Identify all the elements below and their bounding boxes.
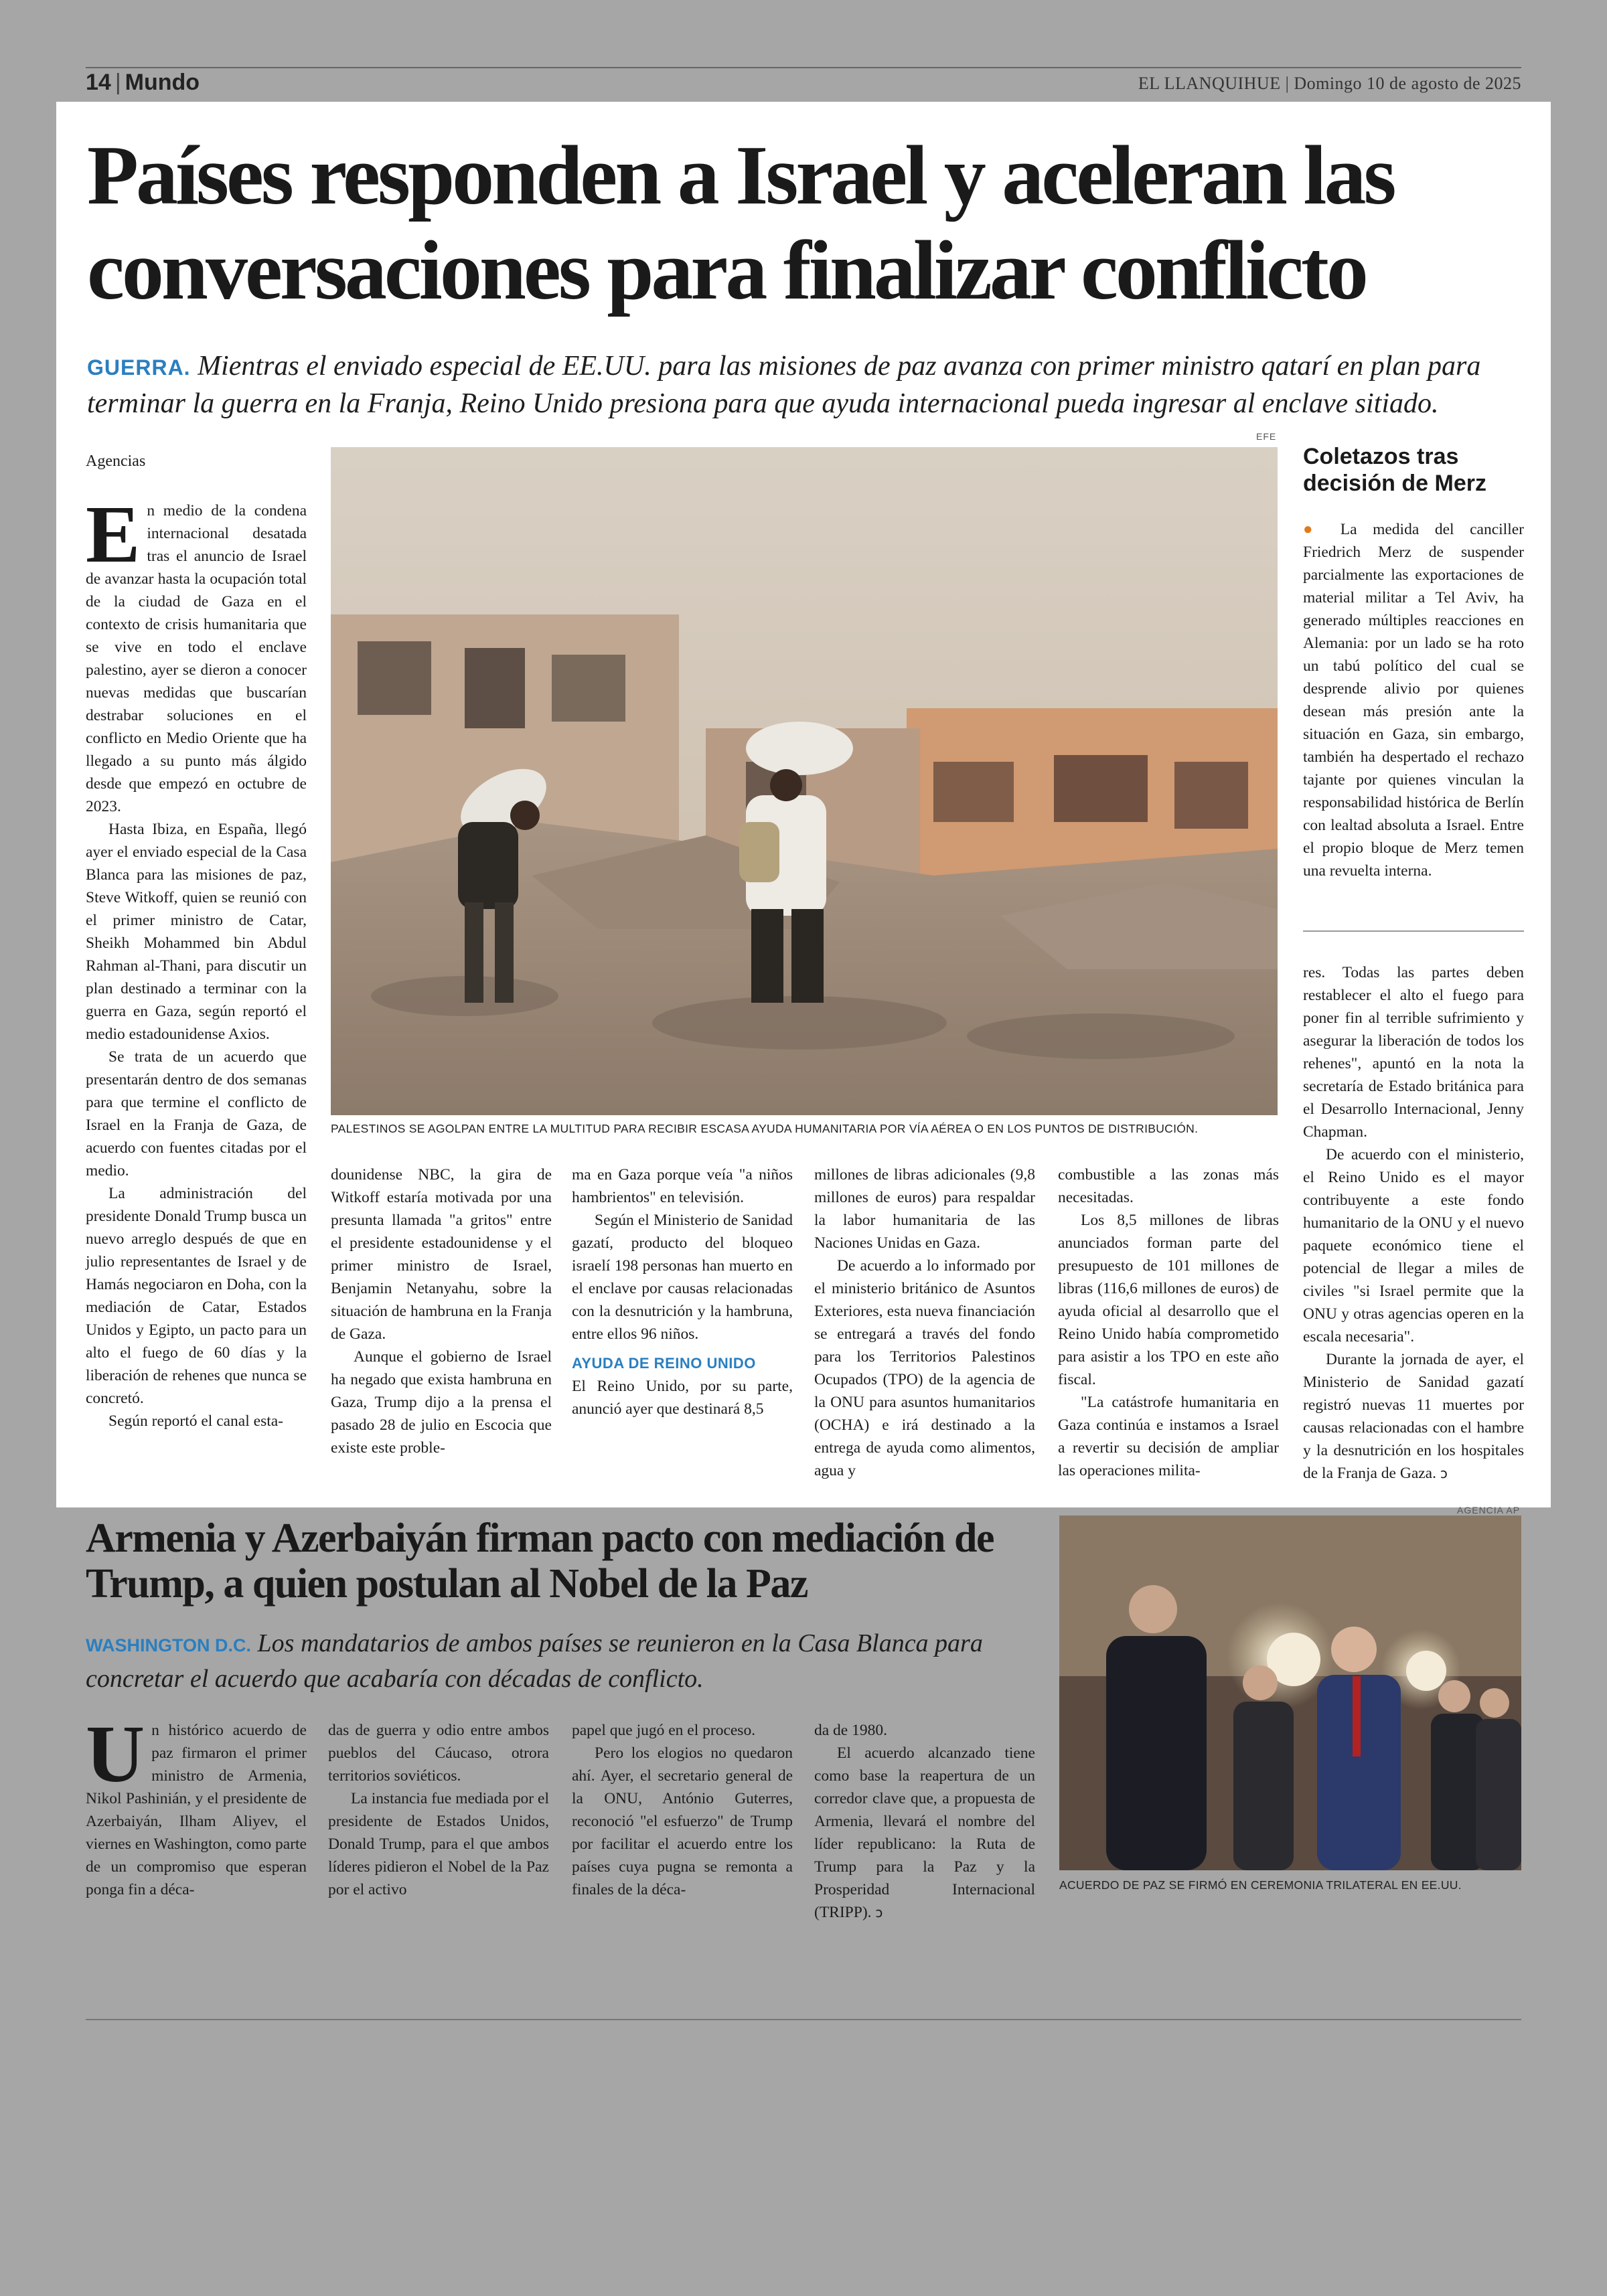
page-number: 14 xyxy=(86,70,111,95)
paragraph: das de guerra y odio entre ambos pueblos del Cáucaso, otrora territorios soviéticos. xyxy=(328,1722,549,1785)
main-photo-caption: PALESTINOS SE AGOLPAN ENTRE LA MULTITUD PARA RECIBIR ESCASA AYUDA HUMANITARIA POR VÍA AÉREA O EN LOS PUNTOS DE DISTRIBUCIÓN. xyxy=(331,1122,1199,1135)
sidebar-paragraph: La medida del canciller Friedrich Merz de suspender parcialmente las exportaciones de material militar a Tel Aviv, ha generado múltiples reacciones en Alemania: por un lado se ha roto un tabú político del cual se desprende alivio por quienes desean más presión ante la situación en Gaza, sin embargo, también ha despertado el rechazo tajante por quienes vinculan la responsabilidad histórica de Berlín con lealtad absoluta a Israel. Entre el propio bloque de Merz temen una revuelta interna. xyxy=(1303,521,1524,880)
byline: Agencias xyxy=(86,453,146,470)
dropcap: U xyxy=(86,1709,145,1799)
article-column-1 xyxy=(86,450,307,1432)
section-name: Mundo xyxy=(125,70,200,95)
paragraph: Los 8,5 millones de libras anunciados forman parte del presupuesto de 101 millones de libras (116,6 millones de euros) de ayuda oficial al desarrollo que el Reino Unido había comprometido para asistir a los TPO en este año fiscal. xyxy=(1058,1212,1279,1388)
main-lead xyxy=(87,348,1513,422)
paragraph: Según el Ministerio de Sanidad gazatí, producto del bloqueo israelí 198 personas han muerto en el enclave por causas relacionadas con la desnutrición y la hambruna, entre ellos 96 niños. xyxy=(572,1212,793,1343)
gaza-ruins-image xyxy=(331,447,1278,1115)
main-photo xyxy=(331,447,1278,1115)
paragraph: res. Todas las partes deben restablecer el alto el fuego para poner fin al terrible sufrimiento y asegurar la liberación de todos los rehenes", apuntó en la nota la secretaría de Estado británica para el Desarrollo Internacional, Jenny Chapman. xyxy=(1303,964,1524,1141)
second-photo xyxy=(1059,1515,1521,1870)
paragraph: combustible a las zonas más necesitadas. xyxy=(1058,1166,1279,1206)
article-column-5 xyxy=(1058,1163,1279,1482)
paragraph: Durante la jornada de ayer, el Ministerio de Sanidad gazatí registró nuevas 11 muertes por causas relacionadas con el hambre y la desnutrición en los hospitales de la Franja de Gaza. xyxy=(1303,1351,1524,1482)
sidebar-title: Coletazos tras decisión de Merz xyxy=(1303,444,1486,496)
bullet-icon: ● xyxy=(1303,521,1325,538)
paragraph: Hasta Ibiza, en España, llegó ayer el enviado especial de la Casa Blanca para las misiones de paz, Steve Witkoff, quien se reunió con el primer ministro de Catar, Sheikh Mohammed bin Abdul Rahman al-Thani, para discutir un plan destinado a terminar con la guerra en Gaza, según reportó el medio estadounidense Axios. xyxy=(86,821,307,1043)
main-headline xyxy=(87,129,1507,319)
paragraph: Aunque el gobierno de Israel ha negado que exista hambruna en Gaza, Trump dijo a la prensa el pasado 28 de julio en Escocia que existe este proble- xyxy=(331,1348,552,1457)
paragraph: n histórico acuerdo de paz firmaron el primer ministro de Armenia, Nikol Pashinián, y el presidente de Azerbaiyán, Ilham Aliyev, el viernes en Washington, como parte de un compromiso que esperan ponga fin a déca- xyxy=(86,1722,307,1898)
main-lead-text: Mientras el enviado especial de EE.UU. para las misiones de paz avanza con primer ministro qatarí en plan para terminar la guerra en la Franja, Reino Unido presiona para que ayuda internacional pueda ingresar al enclave sitiado. xyxy=(87,351,1481,419)
bottom-rule xyxy=(86,2019,1521,2020)
paragraph: El acuerdo alcanzado tiene como base la reapertura de un corredor clave que, a propuesta de Armenia, llevará el nombre del líder republicano: la Ruta de Trump para la Paz y la Prosperidad Internacional (TRIPP). xyxy=(814,1744,1035,1921)
end-mark-icon: ↄ xyxy=(875,1904,883,1920)
header-rule xyxy=(86,67,1521,68)
dateline: EL LLANQUIHUE | Domingo 10 de agosto de 2025 xyxy=(1138,74,1521,93)
publication-name: EL LLANQUIHUE xyxy=(1138,74,1281,93)
second-kicker: WASHINGTON D.C. xyxy=(86,1635,252,1655)
paragraph: millones de libras adicionales (9,8 millones de euros) para respaldar la labor humanitaria de las Naciones Unidas en Gaza. xyxy=(814,1166,1035,1252)
article-column-3 xyxy=(572,1163,793,1420)
paragraph: ma en Gaza porque veía "a niños hambrientos" en televisión. xyxy=(572,1166,793,1206)
main-kicker: GUERRA. xyxy=(87,355,191,380)
paragraph: De acuerdo a lo informado por el ministerio británico de Asuntos Exteriores, esta nueva financiación se entregará a través del fondo para los Territorios Palestinos Ocupados (TPO) de la agencia de la ONU para asuntos humanitarios (OCHA) e irá destinado a la entrega de ayuda como alimentos, agua y xyxy=(814,1257,1035,1479)
paragraph: papel que jugó en el proceso. xyxy=(572,1722,756,1739)
second-column-2 xyxy=(328,1719,549,1901)
dropcap: E xyxy=(86,489,141,580)
paragraph: da de 1980. xyxy=(814,1722,887,1739)
photo-credit: EFE xyxy=(1256,431,1277,442)
photo-credit-2: AGENCIA AP xyxy=(1457,1505,1521,1515)
second-column-4 xyxy=(814,1719,1035,1924)
paragraph: El Reino Unido, por su parte, anunció ayer que destinará 8,5 xyxy=(572,1378,793,1418)
second-lead-text: Los mandatarios de ambos países se reunieron en la Casa Blanca para concretar el acuerdo que acabaría con décadas de conflicto. xyxy=(86,1629,983,1693)
paragraph: Según reportó el canal esta- xyxy=(108,1412,284,1430)
paragraph: "La catástrofe humanitaria en Gaza continúa e instamos a Israel a revertir su decisión de ampliar las operaciones milita- xyxy=(1058,1394,1279,1479)
second-column-3 xyxy=(572,1719,793,1901)
paragraph: dounidense NBC, la gira de Witkoff estaría motivada por una presunta llamada "a gritos" entre el presidente estadounidense y el primer ministro de Israel, Benjamin Netanyahu, sobre la situación de hambruna en la Franja de Gaza. xyxy=(331,1166,552,1343)
headline-line-2: conversaciones para finalizar conflicto xyxy=(87,224,1366,317)
second-photo-caption: ACUERDO DE PAZ SE FIRMÓ EN CEREMONIA TRILATERAL EN EE.UU. xyxy=(1059,1878,1462,1892)
article-column-4 xyxy=(814,1163,1035,1482)
headline-line-1: Países responden a Israel y aceleran las xyxy=(87,129,1394,222)
paragraph: Pero los elogios no quedaron ahí. Ayer, el secretario general de la ONU, António Guterres, reconoció "el esfuerzo" de Trump por facilitar el acuerdo entre los países cuya pugna se remonta a finales de la déca- xyxy=(572,1744,793,1898)
second-lead xyxy=(86,1627,1050,1696)
page-folio: 14 | Mundo xyxy=(86,70,200,95)
paragraph: La instancia fue mediada por el presidente de Estados Unidos, Donald Trump, para el que ambos líderes pidieron el Nobel de la Paz por el activo xyxy=(328,1790,549,1898)
second-column-1 xyxy=(86,1709,307,1901)
article-column-2 xyxy=(331,1163,552,1459)
second-headline: Armenia y Azerbaiyán firman pacto con mediación de Trump, a quien postulan al Nobel de la Paz xyxy=(86,1515,994,1607)
ceremony-image xyxy=(1059,1515,1521,1870)
paragraph: De acuerdo con el ministerio, el Reino Unido es el mayor contribuyente a este fondo humanitario de la ONU y el nuevo paquete económico tiene el potencial de llegar a miles de civiles "si Israel permite que la ONU y otras agencias operen en la escala necesaria". xyxy=(1303,1146,1524,1345)
paragraph: La administración del presidente Donald Trump busca un nuevo arreglo después de que en julio representantes de Israel y de Hamás negociaron en Doha, con la mediación de Catar, Estados Unidos y Egipto, un pacto para un alto el fuego de 60 días y la liberación de rehenes que nunca se concretó. xyxy=(86,1185,307,1407)
paragraph: Se trata de un acuerdo que presentarán dentro de dos semanas para que termine el conflicto de Israel en la Franja de Gaza, de acuerdo con fuentes citadas por el medio. xyxy=(86,1048,307,1179)
paragraph: n medio de la condena internacional desatada tras el anuncio de Israel de avanzar hasta la ocupación total de la ciudad de Gaza en el contexto de crisis humanitaria que se vive en todo el enclave palestino, ayer se dieron a conocer nuevas medidas que buscarían destrabar soluciones en el conflicto en Medio Oriente que ha llegado a su punto más álgido desde que empezó en octubre de 2023. xyxy=(86,502,307,815)
sidebar-text xyxy=(1303,518,1524,882)
sidebar-rule xyxy=(1303,930,1524,932)
publication-date: Domingo 10 de agosto de 2025 xyxy=(1294,74,1521,93)
article-column-6 xyxy=(1303,961,1524,1485)
subheading: AYUDA DE REINO UNIDO xyxy=(572,1355,756,1372)
end-mark-icon: ↄ xyxy=(1440,1465,1448,1481)
